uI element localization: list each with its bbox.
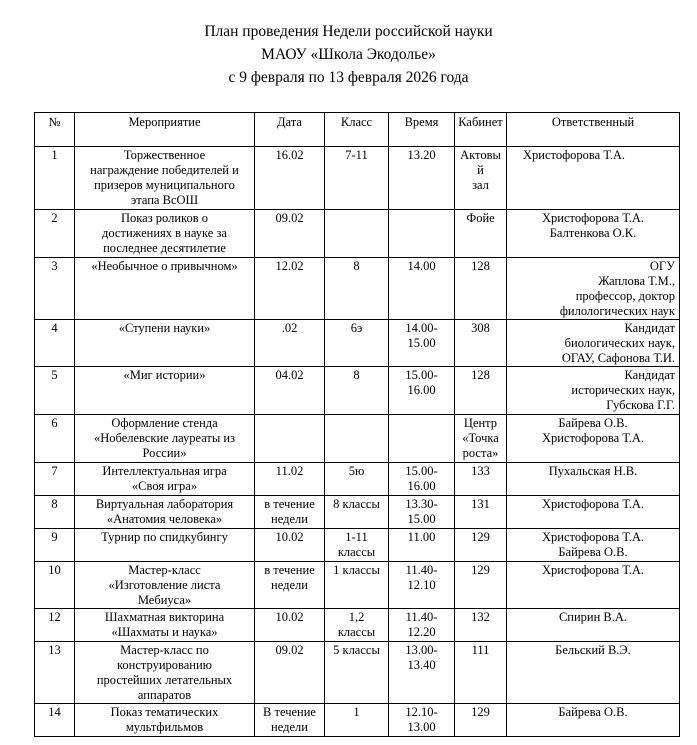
responsible-cell (507, 463, 680, 496)
time-text: 14.00 (407, 259, 436, 273)
row-number-text: 10 (48, 563, 61, 577)
responsible-text: Пухальская Н.В. (548, 464, 638, 478)
date-text: 09.02 (275, 211, 304, 225)
event-text: достижениях в науке за (102, 226, 227, 240)
row-number-text: 1 (51, 148, 58, 162)
event-cell (75, 529, 255, 562)
col-header-time: Время (389, 113, 455, 147)
time-cell (389, 147, 455, 210)
event-cell (75, 147, 255, 210)
event-cell (75, 320, 255, 367)
responsible-text: филологических наук (559, 304, 675, 318)
room-cell (455, 258, 507, 320)
date-cell (255, 529, 325, 562)
event-cell (75, 642, 255, 704)
responsible-text: Христофорова Т.А. (542, 211, 644, 225)
responsible-text: Спирин В.А. (558, 610, 628, 624)
event-text: последнее десятилетие (103, 241, 226, 255)
responsible-text: Жаплова Т.М., (598, 274, 675, 288)
table-row (35, 367, 680, 415)
row-number (35, 704, 75, 737)
event-text: Интеллектуальная игра (102, 464, 227, 478)
date-text: недели (271, 720, 308, 734)
responsible-text: ОГУ (649, 259, 675, 273)
row-number-text: 12 (48, 610, 61, 624)
time-text: 11.40- (405, 563, 438, 577)
event-text: «Необычное о привычном» (91, 259, 238, 273)
room-cell (455, 367, 507, 415)
row-number-text: 14 (48, 705, 61, 719)
responsible-cell (507, 320, 680, 367)
event-cell (75, 562, 255, 609)
class-cell (325, 320, 389, 367)
class-text: 5ю (348, 464, 365, 478)
time-text: 14.00- (405, 321, 438, 335)
table-row (35, 609, 680, 642)
col-header-date: Дата (255, 113, 325, 147)
date-text: 11.02 (275, 464, 304, 478)
time-text: 13.30- (405, 497, 438, 511)
date-cell (255, 609, 325, 642)
date-cell (255, 562, 325, 609)
table-row (35, 562, 680, 609)
row-number (35, 258, 75, 320)
row-number (35, 320, 75, 367)
date-text: недели (271, 512, 308, 526)
col-header-num: № (35, 113, 75, 147)
event-text: «Шахматы и наука» (111, 625, 218, 639)
date-text: 12.02 (275, 259, 304, 273)
class-cell (325, 415, 389, 463)
row-number (35, 609, 75, 642)
time-text: 15.00- (405, 464, 438, 478)
time-cell (389, 529, 455, 562)
responsible-cell (507, 609, 680, 642)
room-cell (455, 210, 507, 258)
event-text: «Нобелевские лауреаты из (93, 431, 236, 445)
responsible-text: профессор, доктор (575, 289, 675, 303)
event-text: простейших летательных (96, 673, 233, 687)
room-cell (455, 415, 507, 463)
time-text: 13.20 (407, 148, 436, 162)
class-cell (325, 704, 389, 737)
time-cell (389, 562, 455, 609)
time-text: 15.00- (405, 368, 438, 382)
class-cell (325, 642, 389, 704)
table-row (35, 210, 680, 258)
row-number-text: 4 (51, 321, 58, 335)
event-text: Показ роликов о (121, 211, 208, 225)
responsible-text: Кандидат (624, 368, 675, 382)
room-cell (455, 529, 507, 562)
time-text: 12.10- (405, 705, 438, 719)
class-cell (325, 609, 389, 642)
responsible-text: исторических наук, (571, 383, 675, 397)
event-text: этапа ВсОШ (130, 193, 199, 207)
time-text: 15.00 (407, 336, 436, 350)
time-text: 15.00 (407, 512, 436, 526)
responsible-text: Байрева О.В. (558, 416, 628, 430)
row-number (35, 147, 75, 210)
row-number-text: 5 (51, 368, 58, 382)
table-row (35, 415, 680, 463)
class-text: 1,2 (348, 610, 365, 624)
responsible-text: Кандидат (624, 321, 675, 335)
event-cell (75, 496, 255, 529)
date-cell (255, 367, 325, 415)
col-header-room: Кабинет (455, 113, 507, 147)
date-text: В течение (263, 705, 316, 719)
room-text: 129 (471, 563, 490, 577)
event-text: награждение победителей и (90, 163, 239, 177)
date-text: 10.02 (275, 610, 304, 624)
document-title (0, 20, 697, 89)
title-line-2: МАОУ «Школа Экодолье» (261, 46, 436, 63)
table-row (35, 258, 680, 320)
class-text: классы (337, 625, 376, 639)
row-number (35, 562, 75, 609)
time-text: 11.00 (407, 530, 436, 544)
date-text: недели (271, 578, 308, 592)
responsible-text: Байрева О.В. (558, 545, 628, 559)
room-text: Актовый (460, 148, 501, 177)
class-text: 7-11 (345, 148, 368, 162)
responsible-text: ОГАУ, Сафонова Т.И. (561, 351, 675, 365)
class-cell (325, 258, 389, 320)
room-text: 131 (471, 497, 490, 511)
class-text: 5 классы (333, 643, 380, 657)
class-cell (325, 367, 389, 415)
date-cell (255, 496, 325, 529)
event-text: Турнир по спидкубингу (101, 530, 228, 544)
responsible-text: Балтенкова О.К. (549, 226, 637, 240)
event-text: «Изготовление листа (108, 578, 221, 592)
row-number-text: 8 (51, 497, 58, 511)
table-row (35, 642, 680, 704)
class-text: 8 (353, 368, 360, 382)
event-cell (75, 367, 255, 415)
row-number (35, 642, 75, 704)
row-number-text: 2 (51, 211, 58, 225)
room-text: 133 (471, 464, 490, 478)
time-cell (389, 258, 455, 320)
title-line-3: с 9 февраля по 13 февраля 2026 года (228, 69, 469, 86)
event-text: Торжественное (123, 148, 206, 162)
responsible-cell (507, 704, 680, 737)
responsible-cell (507, 562, 680, 609)
time-text: 13.00 (407, 720, 436, 734)
row-number-text: 6 (51, 416, 58, 430)
row-number-text: 9 (51, 530, 58, 544)
event-cell (75, 463, 255, 496)
event-cell (75, 704, 255, 737)
event-text: России» (142, 446, 187, 460)
time-text: 13.00- (405, 643, 438, 657)
responsible-cell (507, 496, 680, 529)
time-text: 13.40 (407, 658, 436, 672)
date-cell (255, 642, 325, 704)
responsible-text: Христофорова Т.А. (523, 148, 625, 162)
col-header-class: Класс (325, 113, 389, 147)
date-text: 10.02 (275, 530, 304, 544)
table-row (35, 704, 680, 737)
room-text: роста» (462, 446, 499, 460)
room-text: «Точка (462, 431, 499, 445)
event-cell (75, 415, 255, 463)
event-cell (75, 210, 255, 258)
date-cell (255, 210, 325, 258)
time-text: 16.00 (407, 383, 436, 397)
date-text: 04.02 (275, 368, 304, 382)
room-text: 129 (471, 705, 490, 719)
room-cell (455, 463, 507, 496)
date-text: в течение (264, 563, 315, 577)
event-text: конструированию (116, 658, 213, 672)
row-number-text: 13 (48, 643, 61, 657)
class-cell (325, 147, 389, 210)
room-text: 128 (471, 259, 490, 273)
event-text: мультфильмов (125, 720, 204, 734)
responsible-text: Христофорова Т.А. (542, 431, 644, 445)
event-text: Мастер-класс по (120, 643, 209, 657)
responsible-text: Байрева О.В. (558, 705, 628, 719)
room-text: Центр (463, 416, 498, 430)
time-cell (389, 320, 455, 367)
table-body (35, 147, 680, 737)
row-number-text: 7 (51, 464, 58, 478)
table-header-row (35, 113, 680, 147)
class-cell (325, 210, 389, 258)
class-cell (325, 463, 389, 496)
event-text: Мастер-класс (128, 563, 201, 577)
table-row (35, 463, 680, 496)
date-cell (255, 415, 325, 463)
event-cell (75, 258, 255, 320)
date-cell (255, 320, 325, 367)
event-text: «Анатомия человека» (106, 512, 223, 526)
event-text: «Своя игра» (131, 479, 198, 493)
responsible-cell (507, 367, 680, 415)
responsible-cell (507, 642, 680, 704)
time-cell (389, 704, 455, 737)
class-text: 1 классы (333, 563, 380, 577)
event-text: Показ тематических (110, 705, 219, 719)
table-row (35, 496, 680, 529)
room-cell (455, 609, 507, 642)
responsible-cell (507, 147, 680, 210)
row-number (35, 367, 75, 415)
date-text: 16.02 (275, 148, 304, 162)
date-text: 09.02 (275, 643, 304, 657)
time-cell (389, 367, 455, 415)
event-text: «Миг истории» (123, 368, 206, 382)
row-number (35, 415, 75, 463)
date-cell (255, 704, 325, 737)
title-line-1: План проведения Недели российской науки (204, 23, 493, 40)
responsible-cell (507, 258, 680, 320)
class-cell (325, 496, 389, 529)
table-row (35, 529, 680, 562)
class-text: классы (337, 545, 376, 559)
room-text: зал (472, 178, 489, 192)
time-cell (389, 210, 455, 258)
room-cell (455, 496, 507, 529)
row-number (35, 529, 75, 562)
room-text: Фойе (466, 211, 495, 225)
responsible-text: Христофорова Т.А. (542, 563, 644, 577)
col-header-responsible: Ответственный (507, 113, 680, 147)
event-text: Мебиуса» (137, 593, 192, 607)
time-cell (389, 463, 455, 496)
responsible-text: Бельский В.Э. (555, 643, 631, 657)
event-text: Оформление стенда (111, 416, 218, 430)
responsible-text: Христофорова Т.А. (542, 530, 644, 544)
date-cell (255, 258, 325, 320)
event-text: Шахматная викторина (104, 610, 225, 624)
responsible-text: Губскова Г.Г. (606, 398, 675, 412)
date-text: в течение (264, 497, 315, 511)
time-cell (389, 609, 455, 642)
event-text: призеров муниципального (94, 178, 235, 192)
time-cell (389, 642, 455, 704)
row-number (35, 463, 75, 496)
event-cell (75, 609, 255, 642)
col-header-event: Мероприятие (75, 113, 255, 147)
responsible-cell (507, 415, 680, 463)
room-cell (455, 562, 507, 609)
event-text: Виртуальная лаборатория (95, 497, 234, 511)
time-cell (389, 415, 455, 463)
event-text: «Ступени науки» (118, 321, 211, 335)
class-text: 1 (353, 705, 360, 719)
room-text: 111 (471, 643, 490, 657)
class-text: 8 классы (333, 497, 380, 511)
date-cell (255, 147, 325, 210)
room-text: 132 (471, 610, 490, 624)
time-text: 16.00 (407, 479, 436, 493)
class-text: 1-11 (345, 530, 368, 544)
row-number-text: 3 (51, 259, 58, 273)
room-text: 308 (471, 321, 490, 335)
room-cell (455, 147, 507, 210)
table-row (35, 147, 680, 210)
date-text: .02 (281, 321, 298, 335)
table-row (35, 320, 680, 367)
time-text: 12.10 (407, 578, 436, 592)
responsible-cell (507, 529, 680, 562)
row-number (35, 210, 75, 258)
class-text: 6э (350, 321, 363, 335)
class-cell (325, 562, 389, 609)
time-text: 12.20 (407, 625, 436, 639)
class-text: 8 (353, 259, 360, 273)
class-cell (325, 529, 389, 562)
time-text: 11.40- (405, 610, 438, 624)
responsible-text: биологических наук, (564, 336, 675, 350)
responsible-text: Христофорова Т.А. (542, 497, 644, 511)
room-text: 128 (471, 368, 490, 382)
time-cell (389, 496, 455, 529)
room-cell (455, 704, 507, 737)
event-text: аппаратов (137, 688, 192, 702)
room-cell (455, 320, 507, 367)
row-number (35, 496, 75, 529)
responsible-cell (507, 210, 680, 258)
date-cell (255, 463, 325, 496)
events-table (34, 112, 680, 737)
room-cell (455, 642, 507, 704)
room-text: 129 (471, 530, 490, 544)
